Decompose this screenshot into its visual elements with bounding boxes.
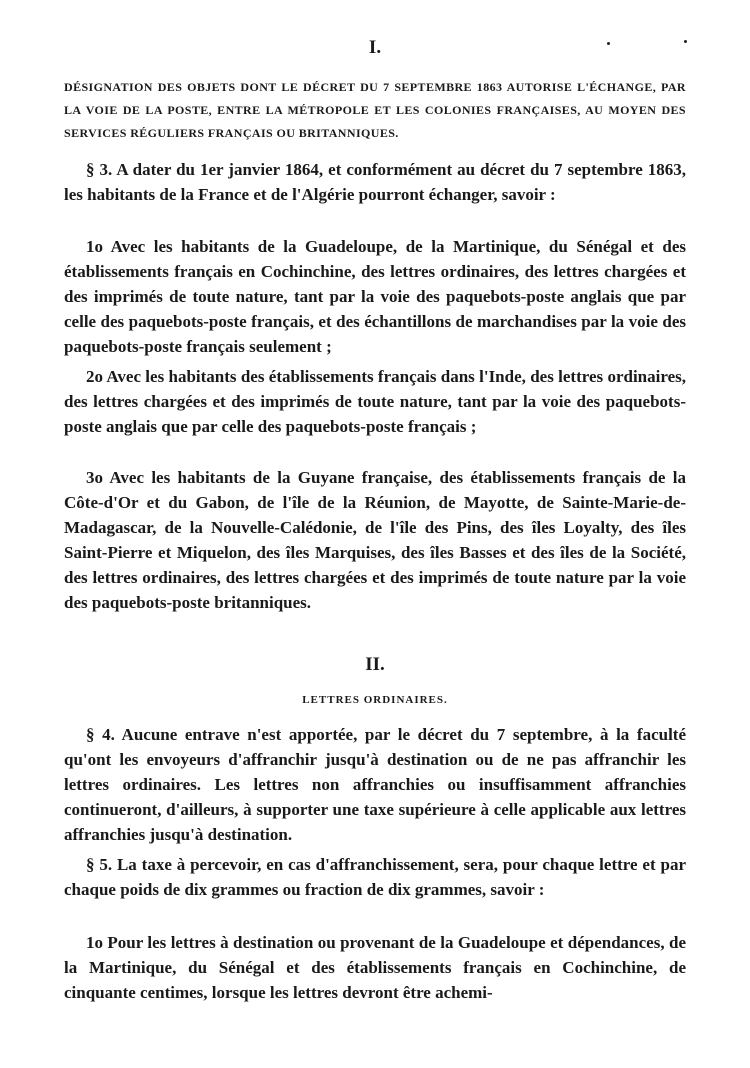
paragraph-5: § 5. La taxe à percevoir, en cas d'affranchissement, sera, pour chaque lettre et par chaque poids de dix grammes ou fraction de dix grammes, savoir : [64,855,686,899]
section-heading-1: DÉSIGNATION DES OBJETS DONT LE DÉCRET DU 7 SEPTEMBRE 1863 AUTORISE L'ÉCHANGE, PAR LA VOIE DE LA POSTE, ENTRE LA MÉTROPOLE ET LES COLONIES FRANÇAISES, AU MOYEN DES SERVICES RÉGULIERS FRANÇAIS OU BRITANNIQUES. [64,80,686,140]
paragraph-4: § 4. Aucune entrave n'est apportée, par le décret du 7 septembre, à la faculté qu'ont les envoyeurs d'affranchir jusqu'à destination ou de ne pas affranchir les lettres ordinaires. Les lettres non affranchies ou insuffisamment affranchies continueront, d'ailleurs, à supporter une taxe supérieure à celle applicable aux lettres affranchies jusqu'à destination. [64,725,686,844]
section-heading-2: LETTRES ORDINAIRES. [302,694,448,706]
paragraph-3-item-1: 1o Avec les habitants de la Guadeloupe, de la Martinique, du Sénégal et des établissements français en Cochinchine, des lettres ordinaires, des lettres chargées et des imprimés de toute nature, tant par la voie des paquebots-poste anglais que par celle des paquebots-poste français, et des échantillons de marchandises par la voie des paquebots-poste français seulement ; [64,237,686,356]
section-number-1: I. [368,37,382,58]
paragraph-3: § 3. A dater du 1er janvier 1864, et conformément au décret du 7 septembre 1863, les habitants de la France et de l'Algérie pourront échanger, savoir : [64,160,686,204]
paragraph-3-item-2: 2o Avec les habitants des établissements français dans l'Inde, des lettres ordinaires, des lettres chargées et des imprimés de toute nature, tant par la voie des paquebots-poste anglais que par celle des paquebots-poste français ; [64,367,686,436]
paragraph-5-item-1: 1o Pour les lettres à destination ou provenant de la Guadeloupe et dépendances, de la Martinique, du Sénégal et des établissements français en Cochinchine, de cinquante centimes, lorsque les lettres devront être achemi- [64,933,686,1002]
paragraph-3-item-3: 3o Avec les habitants de la Guyane française, des établissements français de la Côte-d'Or et du Gabon, de l'île de la Réunion, de Mayotte, de Sainte-Marie-de-Madagascar, de la Nouvelle-Calédonie, de l'île des Pins, des îles Loyalty, des îles Saint-Pierre et Miquelon, des îles Marquises, des îles Basses et des îles de la Société, des lettres ordinaires, des lettres chargées et des imprimés de toute nature par la voie des paquebots-poste britanniques. [64,468,686,612]
section-number-2: II. [365,654,385,675]
